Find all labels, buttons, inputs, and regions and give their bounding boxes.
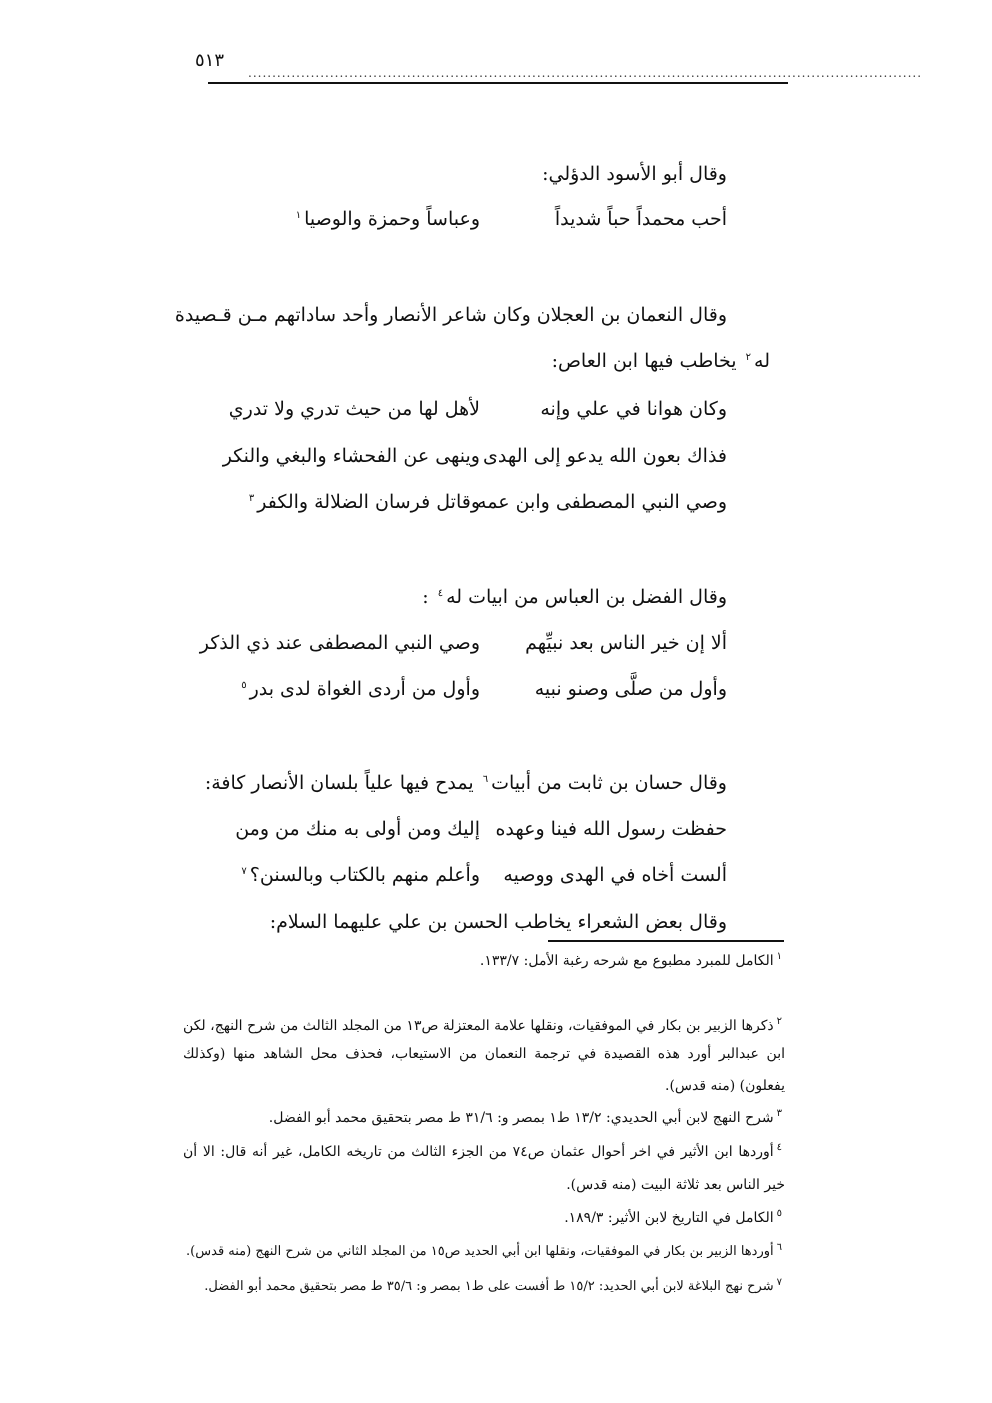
verse-7-second-hemistich: إليك ومن أولى به منك من ومن — [235, 818, 480, 840]
intro-fadl-text: وقال الفضل بن العباس من ابيات له — [446, 586, 727, 608]
footnote-5 — [564, 1210, 785, 1226]
footnote-5-text: الكامل في التاريخ لابن الأثير: ١٨٩/٣. — [564, 1210, 774, 1226]
footnote-ref-5[interactable]: ٥ — [241, 679, 247, 691]
page-number: ٥١٣ — [195, 50, 225, 71]
footnote-1 — [480, 953, 785, 969]
intro-numan-rest: يخاطب فيها ابن العاص: — [551, 350, 737, 372]
verse-6-first-hemistich: وأول من صلَّى وصنو نبيه — [534, 678, 727, 700]
footnote-2-line-1 — [183, 1018, 785, 1034]
footnote-ref-7[interactable]: ٧ — [241, 865, 247, 877]
verse-6-second-text: وأول من أردى الغواة لدى بدر — [249, 678, 480, 700]
verse-1-second-text: وعباساً وحمزة والوصيا — [304, 208, 480, 230]
footnote-6-text: أوردها الزبير بن بكار في الموفقيات، ونقلها ابن أبي الحديد ص١٥ من المجلد الثاني من شرح النهج (منه قدس). — [186, 1244, 774, 1259]
footnote-2-line-3: يفعلون) (منه قدس). — [665, 1078, 785, 1094]
footnote-ref-6[interactable]: ٦ — [482, 773, 489, 785]
intro-some-poets: وقال بعض الشعراء يخاطب الحسن بن علي عليهما السلام: — [269, 911, 727, 933]
footnote-7-text: شرح نهج البلاغة لابن أبي الحديد: ١٥/٢ ط أفست على ط١ بمصر و: ٣٥/٦ ط مصر بتحقيق محمد أبو الفضل. — [204, 1279, 774, 1294]
verse-4-first-hemistich: وصي النبي المصطفى وابن عمه — [477, 491, 727, 513]
verse-1-first-hemistich: أحب محمداً حباً شديداً — [554, 208, 727, 230]
intro-hassan-text: وقال حسان بن ثابت من أبيات — [491, 772, 727, 794]
verse-5-second-hemistich: وصي النبي المصطفى عند ذي الذكر — [199, 632, 480, 654]
verse-8-second-text: وأعلم منهم بالكتاب وبالسنن؟ — [249, 864, 480, 886]
verse-1-second-hemistich — [293, 208, 480, 230]
verse-4-second-hemistich — [246, 491, 480, 513]
footnote-3-number: ٣ — [776, 1108, 782, 1120]
footnote-2-number: ٢ — [776, 1016, 782, 1028]
intro-numan-line-2 — [552, 350, 770, 372]
intro-numan-line-1: وقال النعمان بن العجلان وكان شاعر الأنصار وأحد ساداتهم مـن قـصيدة — [174, 304, 727, 326]
intro-hassan-rest: يمدح فيها علياً بلسان الأنصار كافة: — [204, 772, 474, 794]
footnote-4-line-1 — [183, 1144, 785, 1160]
header-rule — [208, 82, 788, 84]
verse-8-second-hemistich — [238, 864, 480, 886]
verse-5-first-hemistich: ألا إن خير الناس بعد نبيِّهم — [525, 632, 727, 654]
verse-3-second-hemistich: وينهى عن الفحشاء والبغي والنكر — [222, 445, 480, 467]
footnote-7 — [204, 1276, 785, 1294]
footnote-1-number: ١ — [776, 951, 782, 963]
footnote-7-number: ٧ — [776, 1276, 782, 1288]
verse-3-first-hemistich: فذاك بعون الله يدعو إلى الهدى — [483, 445, 727, 467]
verse-4-second-text: وقاتل فرسان الضلالة والكفر — [257, 491, 480, 513]
footnote-3 — [269, 1110, 785, 1126]
footnote-4-line-2: خير الناس بعد ثلاثة البيت (منه قدس). — [566, 1177, 785, 1193]
intro-abu-al-aswad: وقال أبو الأسود الدؤلي: — [542, 163, 727, 185]
footnote-ref-2[interactable]: ٢ — [745, 351, 752, 363]
verse-8-first-hemistich: ألست أخاه في الهدى ووصيه — [503, 864, 727, 886]
header-dotted-leader: ............................................................................................................................................ — [248, 66, 923, 80]
verse-7-first-hemistich: حفظت رسول الله فينا وعهده — [495, 818, 727, 840]
footnote-6-number: ٦ — [776, 1241, 782, 1253]
intro-hassan — [205, 772, 727, 794]
verse-2-first-hemistich: وكان هوانا في علي وإنه — [540, 398, 727, 420]
intro-fadl — [422, 586, 727, 608]
footnote-ref-4[interactable]: ٤ — [437, 587, 444, 599]
footnote-ref-1[interactable]: ١ — [295, 209, 302, 221]
intro-numan-lahu: له — [754, 350, 770, 372]
footnote-separator — [548, 940, 784, 942]
verse-2-second-hemistich: لأهل لها من حيث تدري ولا تدري — [228, 398, 480, 420]
footnote-ref-3[interactable]: ٣ — [248, 492, 255, 504]
footnote-2-line-2: ابن عبدالبر أورد هذه القصيدة في ترجمة النعمان من الاستيعاب، فحذف محل الشاهد منها (وكذلك — [183, 1046, 785, 1062]
footnote-5-number: ٥ — [776, 1208, 782, 1220]
footnote-2-text-1: ذكرها الزبير بن بكار في الموفقيات، ونقلها علامة المعتزلة ص١٣ من المجلد الثالث من شرح النهج، لكن — [183, 1018, 774, 1034]
intro-fadl-colon: : — [422, 586, 429, 608]
verse-6-second-hemistich — [238, 678, 480, 700]
footnote-4-number: ٤ — [776, 1142, 782, 1154]
footnote-1-text: الكامل للمبرد مطبوع مع شرحه رغبة الأمل: ١٣٣/٧. — [479, 953, 774, 969]
footnote-3-text: شرح النهج لابن أبي الحديدي: ١٣/٢ ط١ بمصر و: ٣١/٦ ط مصر بتحقيق محمد أبو الفضل. — [268, 1110, 774, 1126]
footnote-4-text-1: أوردها ابن الأثير في اخر أحوال عثمان ص٧٤ من الجزء الثالث من تاريخه الكامل، غير أنه قال: الا أن — [183, 1144, 774, 1160]
footnote-6 — [186, 1241, 785, 1259]
